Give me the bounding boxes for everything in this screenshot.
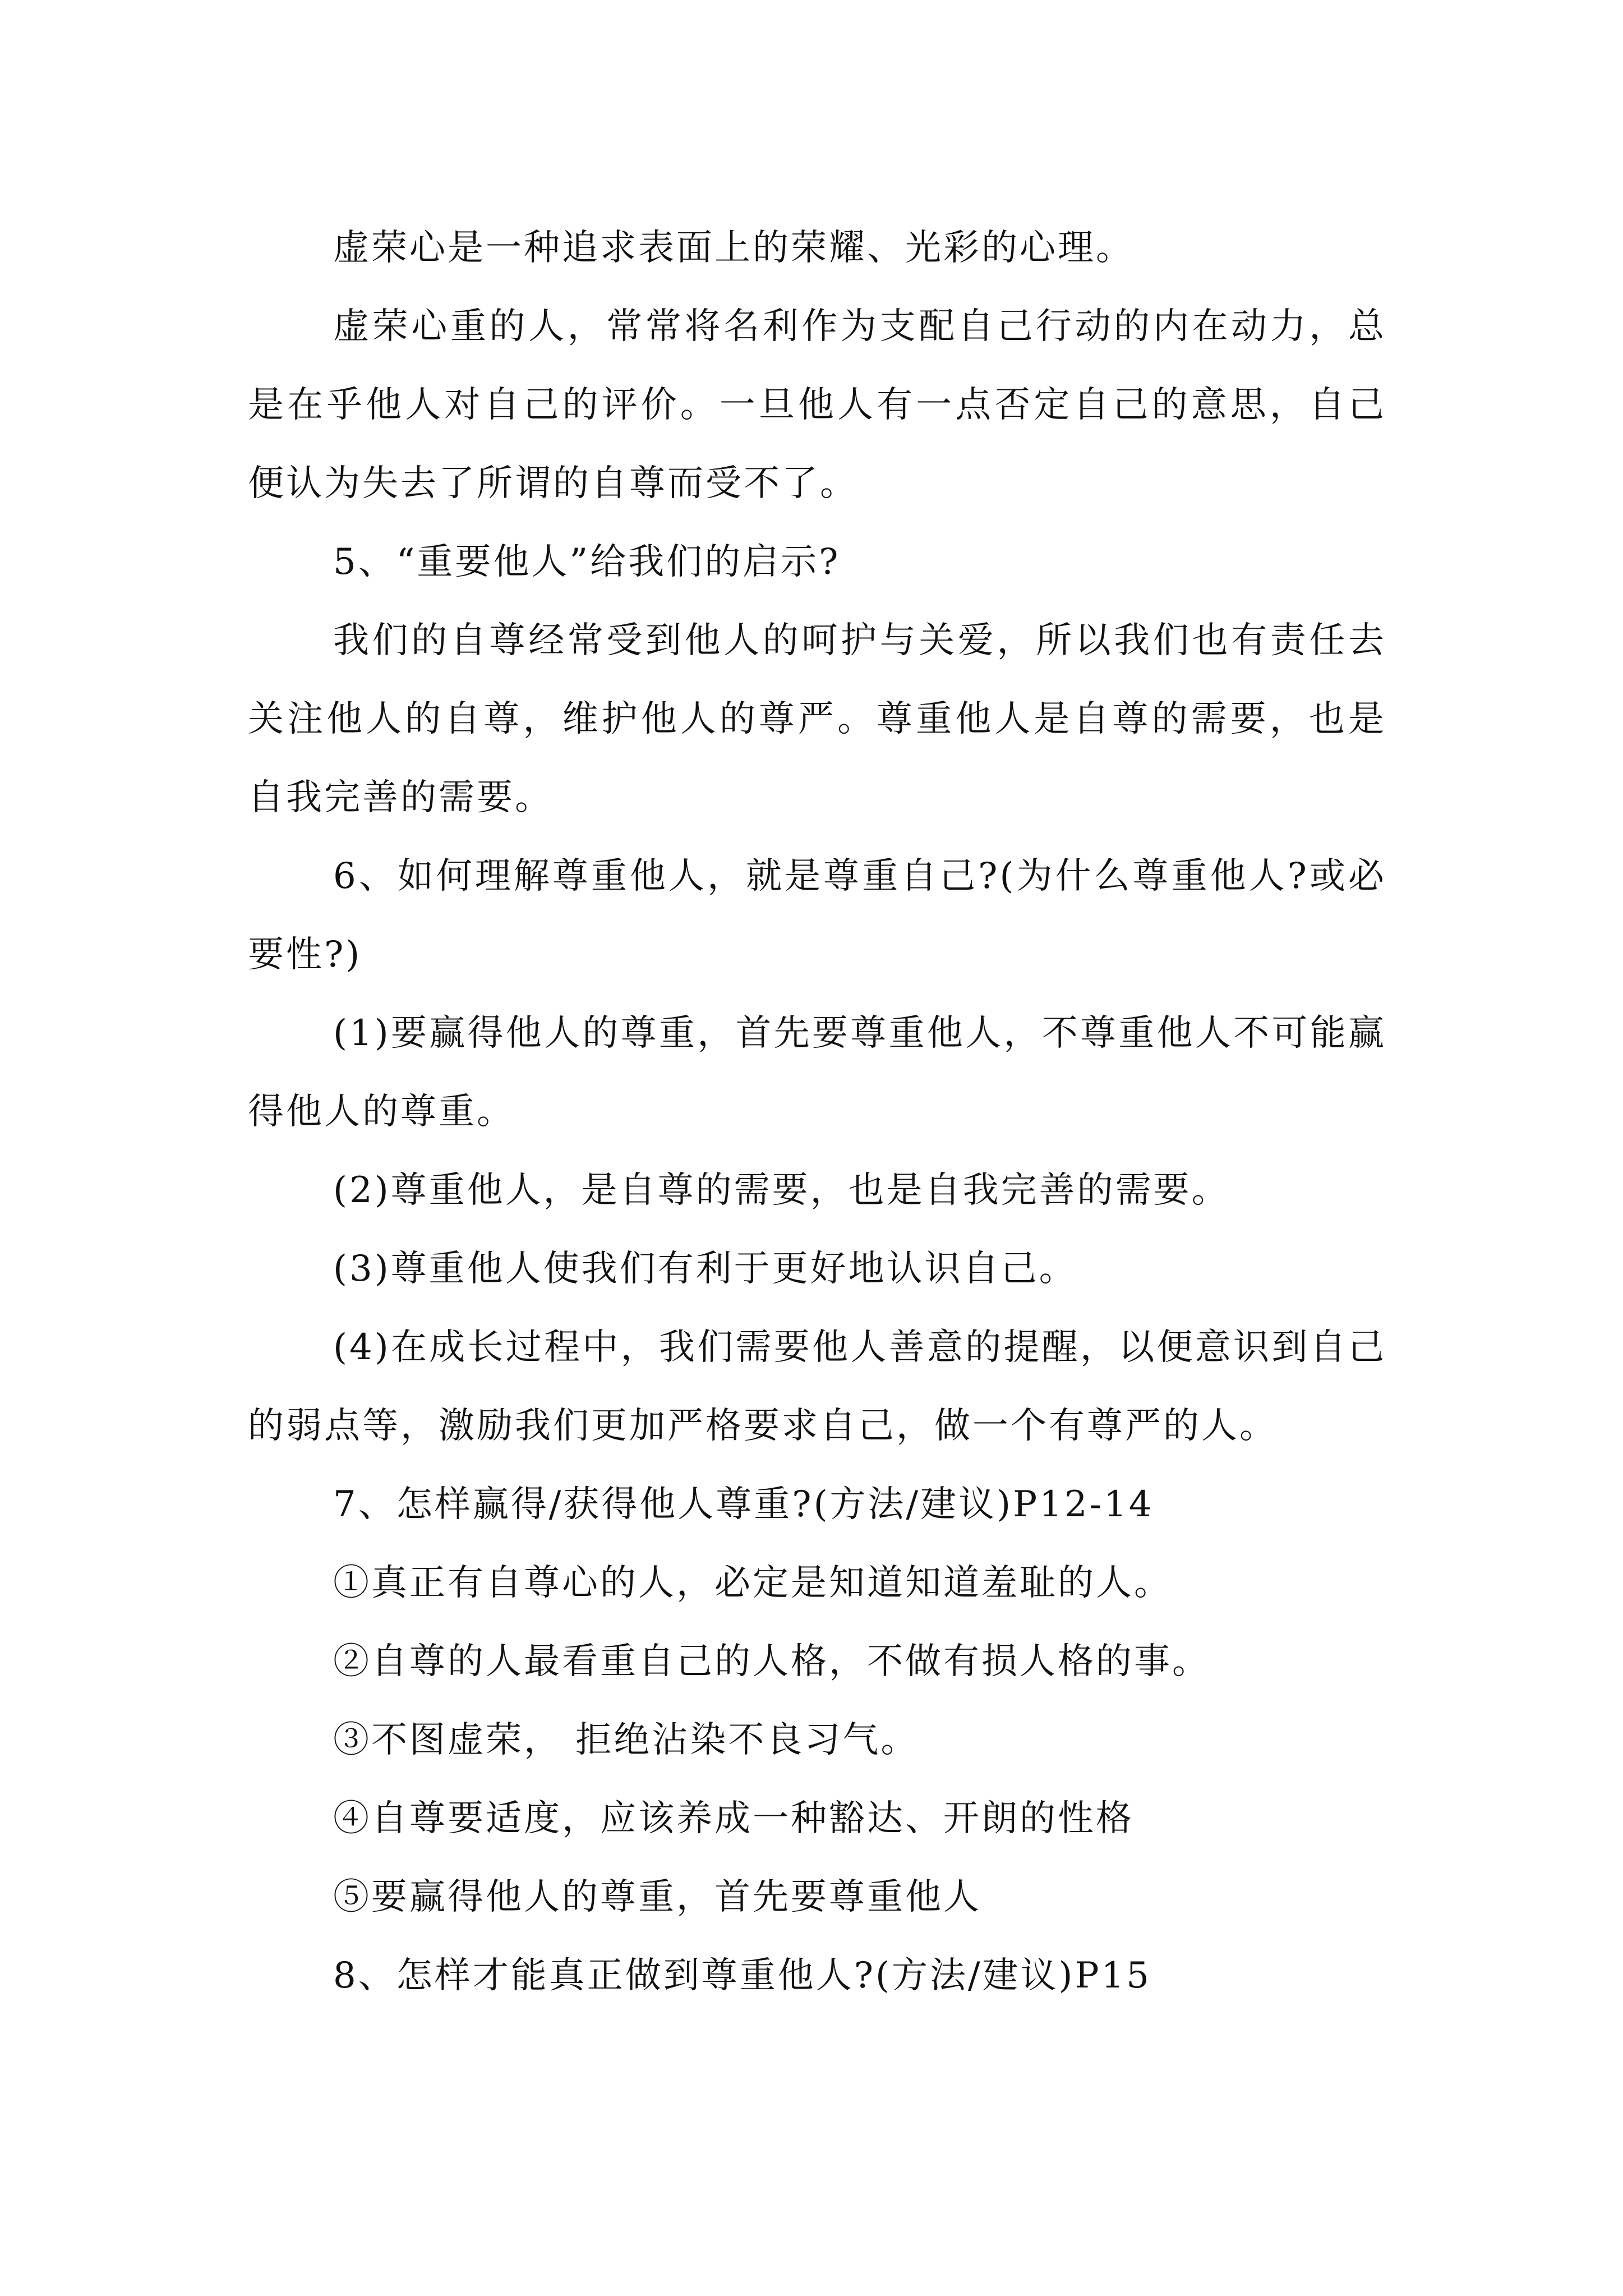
list-item-7-3: ③不图虚荣， 拒绝沾染不良习气。 <box>333 1719 919 1761</box>
list-item-7-1: ①真正有自尊心的人，必定是知道知道羞耻的人。 <box>333 1562 1172 1604</box>
heading-question-8: 8、怎样才能真正做到尊重他人?(方法/建议)P15 <box>333 1955 1152 1996</box>
paragraph-answer-5: 我们的自尊经常受到他人的呵护与关爱，所以我们也有责任去关注他人的自尊，维护他人的尊严。尊重他人是自尊的需要，也是自我完善的需要。 <box>248 620 1386 818</box>
list-item-7-4: ④自尊要适度，应该养成一种豁达、开朗的性格 <box>333 1798 1134 1839</box>
list-item-6-2: (2)尊重他人，是自尊的需要，也是自我完善的需要。 <box>333 1170 1230 1211</box>
heading-question-6: 6、如何理解尊重他人，就是尊重自己?(为什么尊重他人?或必要性?) <box>248 855 1386 976</box>
list-item-6-1: (1)要赢得他人的尊重，首先要尊重他人，不尊重他人不可能赢得他人的尊重。 <box>248 1013 1386 1133</box>
paragraph-vanity-behavior: 虚荣心重的人，常常将名利作为支配自己行动的内在动力，总是在乎他人对自己的评价。一旦他人有一点否定自己的意思，自己便认为失去了所谓的自尊而受不了。 <box>248 306 1386 504</box>
heading-question-5: 5、“重要他人”给我们的启示? <box>333 541 841 583</box>
list-item-6-3: (3)尊重他人使我们有利于更好地认识自己。 <box>333 1248 1077 1290</box>
heading-question-7: 7、怎样赢得/获得他人尊重?(方法/建议)P12-14 <box>333 1484 1154 1525</box>
paragraph-vanity-definition: 虚荣心是一种追求表面上的荣耀、光彩的心理。 <box>333 227 1134 269</box>
document-body <box>248 209 1386 2015</box>
list-item-7-2: ②自尊的人最看重自己的人格，不做有损人格的事。 <box>333 1641 1210 1682</box>
list-item-6-4: (4)在成长过程中，我们需要他人善意的提醒，以便意识到自己的弱点等，激励我们更加严格要求自己，做一个有尊严的人。 <box>248 1327 1386 1447</box>
list-item-7-5: ⑤要赢得他人的尊重，首先要尊重他人 <box>333 1876 981 1918</box>
